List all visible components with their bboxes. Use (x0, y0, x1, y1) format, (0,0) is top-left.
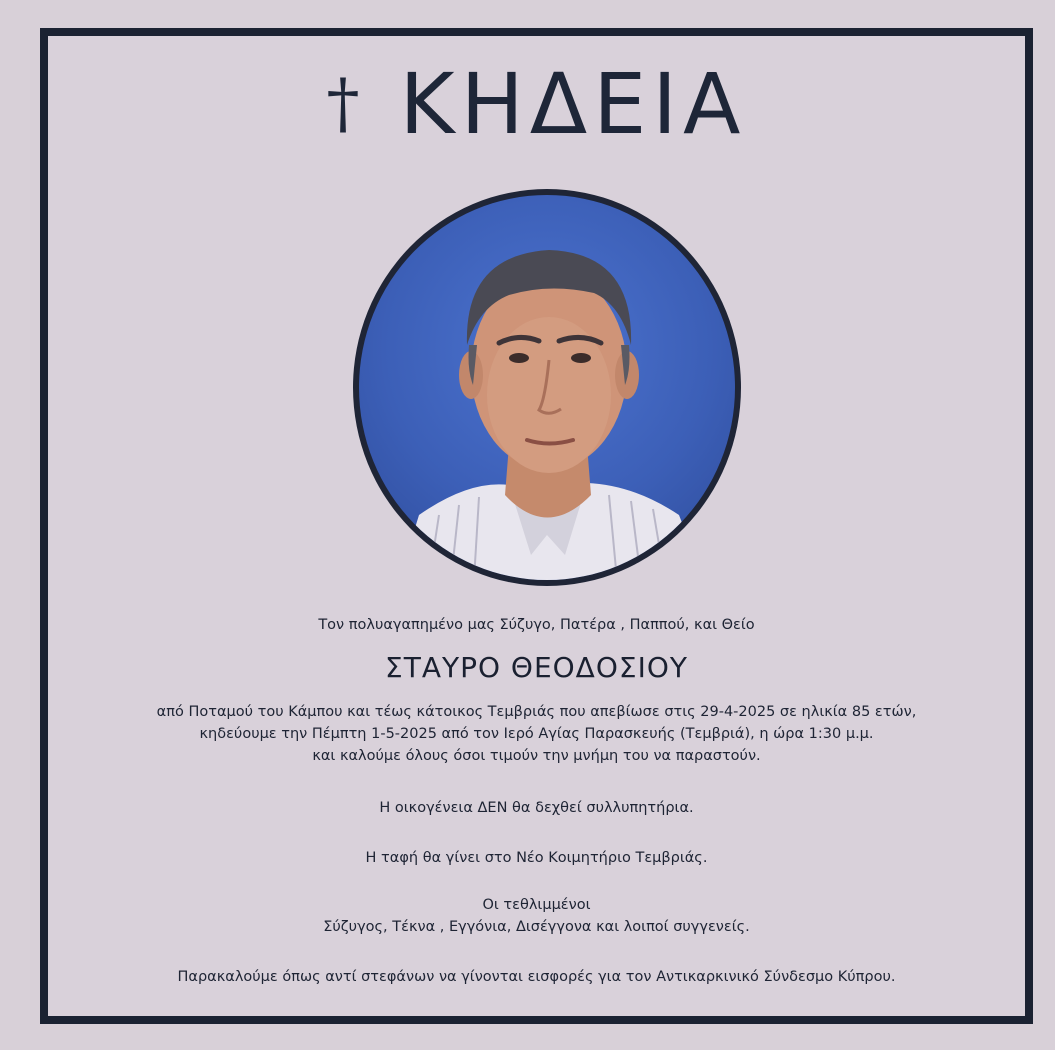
intro-text: Τον πολυαγαπημένο μας Σύζυγο, Πατέρα , Παππού, και Θείο (318, 617, 755, 633)
portrait-illustration (359, 195, 735, 580)
details-line: κηδεύουμε την Πέμπτη 1-5-2025 από τον Ιερό Αγίας Παρασκευής (Τεμβριά), η ώρα 1:30 μ.μ. (199, 726, 874, 742)
details-line: και καλούμε όλους όσοι τιμούν την μνήμη του να παραστούν. (312, 748, 761, 764)
details-line: από Ποταμού του Κάμπου και τέως κάτοικος Τεμβριάς που απεβίωσε στις 29-4-2025 σε ηλικία 85 ετών, (156, 704, 917, 720)
details-paragraph (48, 701, 1025, 767)
header (48, 55, 1025, 153)
portrait-photo (353, 189, 741, 586)
condolences-notice: Η οικογένεια ΔΕΝ θα δεχθεί συλλυπητήρια. (379, 800, 694, 816)
cross-icon: † (326, 65, 360, 142)
deceased-name: ΣΤΑΥΡΟ ΘΕΟΔΟΣΙΟΥ (385, 651, 688, 684)
burial-notice: Η ταφή θα γίνει στο Νέο Κοιμητήριο Τεμβριάς. (365, 850, 708, 866)
page-title: ΚΗΔΕΙΑ (399, 55, 747, 153)
donations-notice: Παρακαλούμε όπως αντί στεφάνων να γίνονται εισφορές για τον Αντικαρκινικό Σύνδεσμο Κύπρου. (177, 969, 896, 985)
mourners-list: Σύζυγος, Τέκνα , Εγγόνια, Δισέγγονα και λοιποί συγγενείς. (323, 919, 750, 935)
mourners-label: Οι τεθλιμμένοι (482, 897, 591, 913)
mourners-block (48, 894, 1025, 938)
obituary-frame (40, 28, 1033, 1024)
